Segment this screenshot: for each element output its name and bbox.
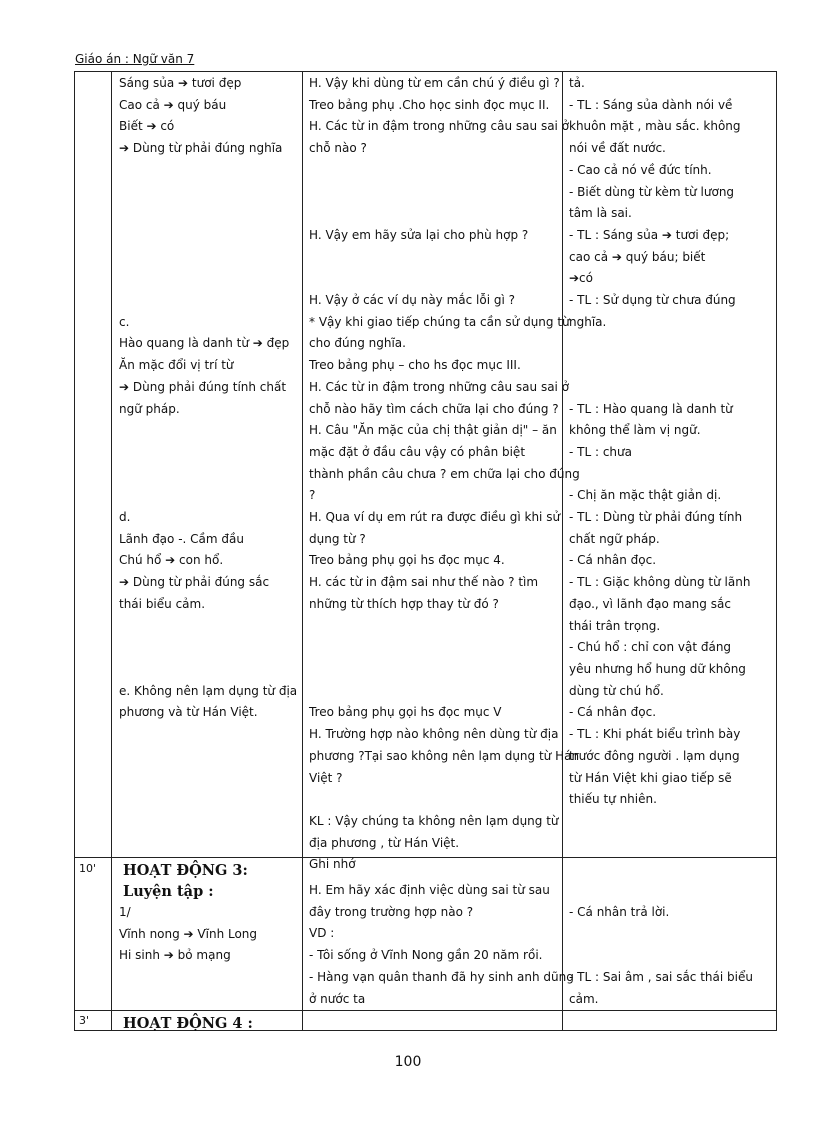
row3-content-column [123,1013,253,1034]
text-line [309,616,580,638]
text-line: ở nước ta [309,991,366,1006]
text-line [119,485,297,507]
text-line: - Hàng vạn quân thanh đã hy sinh anh dũng [309,969,574,984]
text-line: không thể làm vị ngữ. [569,423,701,438]
text-line: e. Không nên lạm dụng từ địa [119,683,298,698]
text-line [569,923,753,945]
text-line: VD : [309,926,335,941]
text-line: chỗ nào hãy tìm cách chữa lại cho đúng ? [309,401,559,416]
text-line: - Chị ăn mặc thật giản dị. [569,488,722,503]
row2-time: 10' [79,862,97,875]
text-line: H. Câu "Ăn mặc của chị thật giản dị" – ăn [309,423,557,438]
text-line: ? [309,488,316,503]
text-line: * Vậy khi giao tiếp chúng ta cần sử dụng từ [309,314,570,329]
column-divider [111,72,112,1030]
text-line: d. [119,510,131,525]
text-line: chất ngữ pháp. [569,531,660,546]
row3-time: 3' [79,1014,90,1027]
text-line [119,637,297,659]
text-line: - TL : Sáng sủa dành nói về [569,97,733,112]
text-line: H. Qua ví dụ em rút ra được điều gì khi sử [309,510,561,525]
text-line: H. Vậy khi dùng từ em cần chú ý điều gì ? [309,76,560,90]
text-line [119,616,297,638]
text-line [569,377,750,399]
text-line [119,160,297,182]
text-line [119,442,297,464]
text-line: Treo bảng phụ gọi hs đọc mục 4. [309,553,505,568]
text-line [309,182,580,204]
text-line: trước đông người . lạm dụng [569,748,740,763]
text-line [309,203,580,225]
text-line: H. Vậy em hãy sửa lại cho phù hợp ? [309,227,529,242]
text-line: Treo bảng phụ – cho hs đọc mục III. [309,358,521,373]
text-line: thành phần câu chưa ? em chữa lại cho đúng [309,466,580,481]
text-line: - TL : Sai âm , sai sắc thái biểu [569,969,753,984]
text-line [569,464,750,486]
text-line [119,268,297,290]
text-line: chỗ nào ? [309,141,367,156]
text-line [309,160,580,182]
text-line: ➔ Dùng từ phải đúng nghĩa [119,141,283,156]
text-line: 1/ [119,905,131,919]
text-line [119,225,297,247]
text-line: - Biết dùng từ kèm từ lương [569,184,735,199]
text-line: cho đúng nghĩa. [309,336,406,351]
text-line: mặc đặt ở đầu câu vậy có phân biệt [309,444,526,459]
practice-heading: Luyện tập : [123,883,214,900]
text-line: H. Các từ in đậm trong những câu sau sai ở [309,119,570,134]
text-line: - Tôi sống ở Vĩnh Nong gần 20 năm rồi. [309,948,543,963]
text-line: H. Trường hợp nào không nên dùng từ địa [309,727,559,742]
activity3-heading: HOẠT ĐỘNG 3: [123,862,248,879]
text-line: Biết ➔ có [119,119,175,134]
text-line: c. [119,314,130,329]
text-line: H. Các từ in đậm trong những câu sau sai ở [309,379,570,394]
text-line [569,945,753,967]
text-line: Việt ? [309,770,343,785]
text-line: H. Em hãy xác định việc dùng sai từ sau [309,883,550,897]
text-line: những từ thích hợp thay từ đó ? [309,596,499,611]
text-line: phương ?Tại sao không nên lạm dụng từ Hán [309,748,580,763]
text-line [309,247,580,269]
text-line [309,789,580,811]
text-line: thái trân trọng. [569,618,661,633]
text-line: đạo., vì lãnh đạo mang sắc [569,596,731,611]
text-line [119,247,297,269]
text-line: dùng từ chú hổ. [569,683,664,698]
text-line [569,333,750,355]
text-line: Treo bảng phụ gọi hs đọc mục V [309,705,502,720]
text-line: Cao cả ➔ quý báu [119,97,227,112]
text-line: Ăn mặc đổi vị trí từ [119,358,234,373]
text-line: thái biểu cảm. [119,596,206,611]
text-line: - TL : Giặc không dùng từ lãnh [569,575,751,590]
text-line: - Cá nhân đọc. [569,705,657,720]
text-line: ➔có [569,271,593,286]
text-line: - Cá nhân đọc. [569,553,657,568]
text-line: - Cá nhân trả lời. [569,904,670,919]
text-line: Ghi nhớ [309,857,356,872]
text-line [119,464,297,486]
text-line: - TL : Hào quang là danh từ [569,401,733,416]
text-line: - Cao cả nó về đức tính. [569,162,712,177]
text-line: Lãnh đạo -. Cầm đầu [119,531,244,546]
text-line: địa phương , từ Hán Việt. [309,835,460,850]
text-line: ➔ Dùng từ phải đúng sắc [119,575,270,590]
text-line: Chú hổ ➔ con hổ. [119,553,224,568]
row1-content-column [119,73,297,724]
text-line: - TL : chưa [569,444,632,459]
text-line [569,880,753,902]
column-divider [302,72,303,1030]
row1-student-column [569,73,750,811]
text-line: - Chú hổ : chỉ con vật đáng [569,640,732,655]
text-line: - TL : Dùng từ phải đúng tính [569,510,743,525]
text-line: - TL : Sử dụng từ chưa đúng [569,293,736,308]
text-line: từ Hán Việt khi giao tiếp sẽ [569,770,732,785]
text-line: ➔ Dùng phải đúng tính chất [119,379,287,394]
text-line: Vĩnh nong ➔ Vĩnh Long [119,926,258,941]
row2-activity-column [309,880,574,1010]
text-line: khuôn mặt , màu sắc. không [569,119,741,134]
text-line: - TL : Sáng sủa ➔ tươi đẹp; [569,227,730,242]
text-line: thiếu tự nhiên. [569,792,657,807]
text-line [119,420,297,442]
page-number: 100 [394,1054,422,1070]
text-line [309,659,580,681]
text-line: H. các từ in đậm sai như thế nào ? tìm [309,575,539,590]
text-line [119,659,297,681]
row2-content-column [123,860,248,902]
document-header: Giáo án : Ngữ văn 7 [75,52,195,66]
text-line: tả. [569,76,585,90]
row2-student-column [569,880,753,1010]
text-line [309,681,580,703]
text-line: - TL : Khi phát biểu trình bày [569,727,741,742]
text-line: cao cả ➔ quý báu; biết [569,249,706,264]
text-line [309,268,580,290]
text-line: yêu nhưng hổ hung dữ không [569,661,746,676]
text-line: KL : Vậy chúng ta không nên lạm dụng từ [309,813,559,828]
text-line: Treo bảng phụ .Cho học sinh đọc mục II. [309,97,550,112]
lesson-table [74,71,777,1031]
text-line [119,203,297,225]
activity4-heading: HOẠT ĐỘNG 4 : [123,1015,253,1032]
text-line: Hi sinh ➔ bỏ mạng [119,948,231,963]
text-line: Sáng sủa ➔ tươi đẹp [119,76,242,90]
text-line [309,637,580,659]
text-line: đây trong trường hợp nào ? [309,904,474,919]
row2-content-lines [119,902,257,967]
text-line [569,355,750,377]
text-line: dụng từ ? [309,531,366,546]
text-line [119,182,297,204]
row1-activity-column [309,73,580,876]
text-line: nghĩa. [569,314,607,329]
text-line: nói về đất nước. [569,141,666,156]
text-line: ngữ pháp. [119,401,180,416]
text-line: cảm. [569,991,599,1006]
text-line: Hào quang là danh từ ➔ đẹp [119,336,290,351]
text-line: phương và từ Hán Việt. [119,705,258,720]
text-line: H. Vậy ở các ví dụ này mắc lỗi gì ? [309,293,516,308]
text-line [119,290,297,312]
text-line: tâm là sai. [569,206,632,221]
